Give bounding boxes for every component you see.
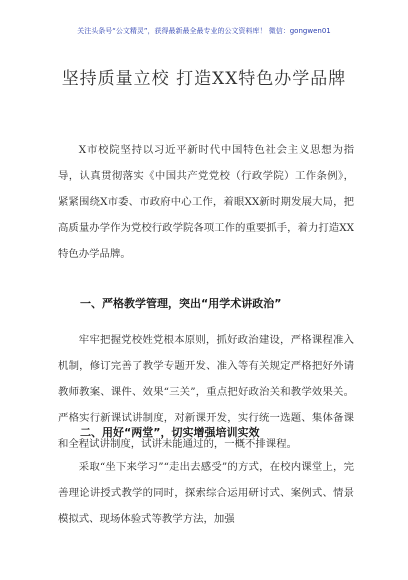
document-title: 坚持质量立校 打造XX特色办学品牌 — [61, 69, 347, 89]
section-1-body: 牢牢把握党校姓党根本原则，抓好政治建设，严格课程准入机制，修订完善了教学专题开发、准入等有关规定严格把好外请教师教案、课件、效果“三关”，重点把好政治关和教学效果关。严格实行新课试讲制度，对新课开发，实行统一选题、集体备课和全程试讲制度，试讲未能通过的，一概不排课程。 — [58, 334, 354, 450]
intro-paragraph: X市校院坚持以习近平新时代中国特色社会主义思想为指导，认真贯彻落实《中国共产党党校（行政学院）工作条例》，紧紧围绕X市委、市政府中心工作，着眼XX新时期发展大局，把高质量办学作为党校行政学院各项工作的重要抓手，着力打造XX特色办学品牌。 — [58, 144, 354, 260]
section-1-heading: 一、严格教学管理，突出“用学术讲政治” — [80, 297, 282, 310]
section-2-body: 采取“坐下来学习”“走出去感受”的方式，在校内课堂上，完善理论讲授式教学的同时，探索综合运用研讨式、案例式、情景模拟式、现场体验式等教学方法，加强 — [58, 461, 354, 525]
section-2-heading: 二、用好“两堂”，切实增强培训实效 — [80, 426, 260, 439]
promo-banner: 关注头条号“公文精灵”，获得最新最全最专业的公文资料库！ 微信：gongwen01 — [77, 27, 331, 35]
